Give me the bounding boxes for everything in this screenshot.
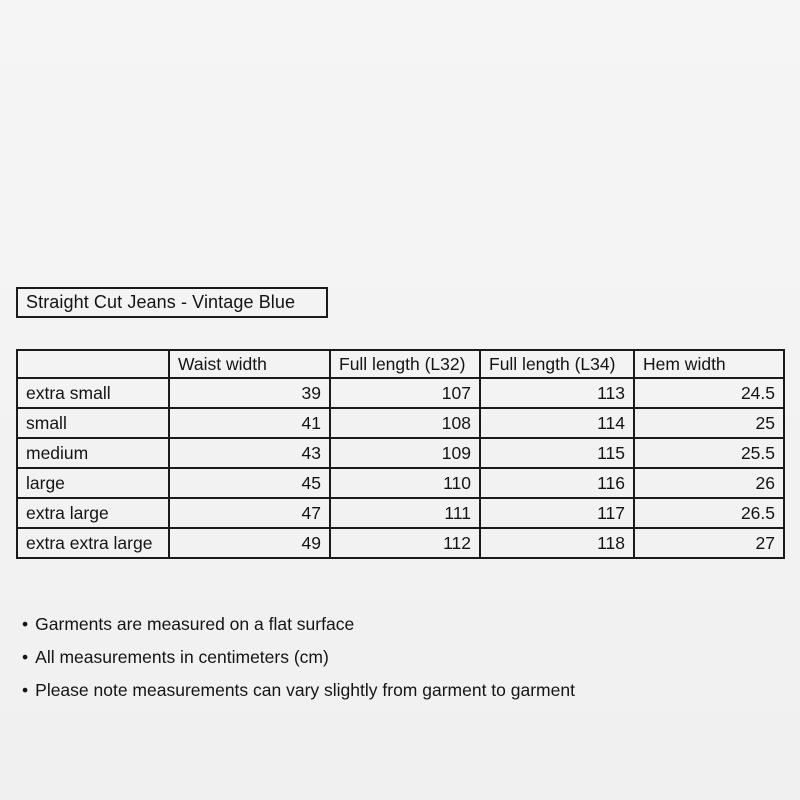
size-label: small	[17, 408, 169, 438]
table-row	[17, 498, 784, 528]
bullet-icon: •	[22, 680, 29, 700]
size-label: large	[17, 468, 169, 498]
column-header-hem-width: Hem width	[634, 350, 784, 378]
notes-list	[22, 608, 575, 707]
waist-width-value: 47	[169, 498, 330, 528]
table-row	[17, 528, 784, 558]
full-length-l34-value: 113	[480, 378, 634, 408]
product-title: Straight Cut Jeans - Vintage Blue	[26, 292, 296, 312]
size-label: extra large	[17, 498, 169, 528]
table-row	[17, 468, 784, 498]
note-text: Please note measurements can vary slightly from garment to garment	[35, 680, 575, 700]
product-title-box	[16, 287, 328, 318]
table-row	[17, 438, 784, 468]
waist-width-value: 45	[169, 468, 330, 498]
note-text: All measurements in centimeters (cm)	[35, 647, 329, 667]
waist-width-value: 49	[169, 528, 330, 558]
full-length-l34-value: 118	[480, 528, 634, 558]
table-row	[17, 408, 784, 438]
hem-width-value: 26	[634, 468, 784, 498]
full-length-l34-value: 115	[480, 438, 634, 468]
hem-width-value: 25.5	[634, 438, 784, 468]
hem-width-value: 27	[634, 528, 784, 558]
bullet-icon: •	[22, 647, 29, 667]
column-header-full-length-l32: Full length (L32)	[330, 350, 480, 378]
waist-width-value: 39	[169, 378, 330, 408]
column-header-size	[17, 350, 169, 378]
full-length-l34-value: 117	[480, 498, 634, 528]
table-row	[17, 378, 784, 408]
full-length-l34-value: 114	[480, 408, 634, 438]
waist-width-value: 41	[169, 408, 330, 438]
full-length-l32-value: 110	[330, 468, 480, 498]
header-row	[17, 350, 784, 378]
column-header-waist-width: Waist width	[169, 350, 330, 378]
note-text: Garments are measured on a flat surface	[35, 614, 355, 634]
hem-width-value: 25	[634, 408, 784, 438]
size-label: medium	[17, 438, 169, 468]
size-label: extra small	[17, 378, 169, 408]
note-item	[22, 641, 575, 674]
hem-width-value: 26.5	[634, 498, 784, 528]
full-length-l32-value: 111	[330, 498, 480, 528]
column-header-full-length-l34: Full length (L34)	[480, 350, 634, 378]
full-length-l32-value: 112	[330, 528, 480, 558]
bullet-icon: •	[22, 614, 29, 634]
full-length-l32-value: 109	[330, 438, 480, 468]
full-length-l32-value: 107	[330, 378, 480, 408]
full-length-l32-value: 108	[330, 408, 480, 438]
size-label: extra extra large	[17, 528, 169, 558]
note-item	[22, 674, 575, 707]
size-chart-table	[16, 349, 785, 559]
hem-width-value: 24.5	[634, 378, 784, 408]
waist-width-value: 43	[169, 438, 330, 468]
full-length-l34-value: 116	[480, 468, 634, 498]
note-item	[22, 608, 575, 641]
